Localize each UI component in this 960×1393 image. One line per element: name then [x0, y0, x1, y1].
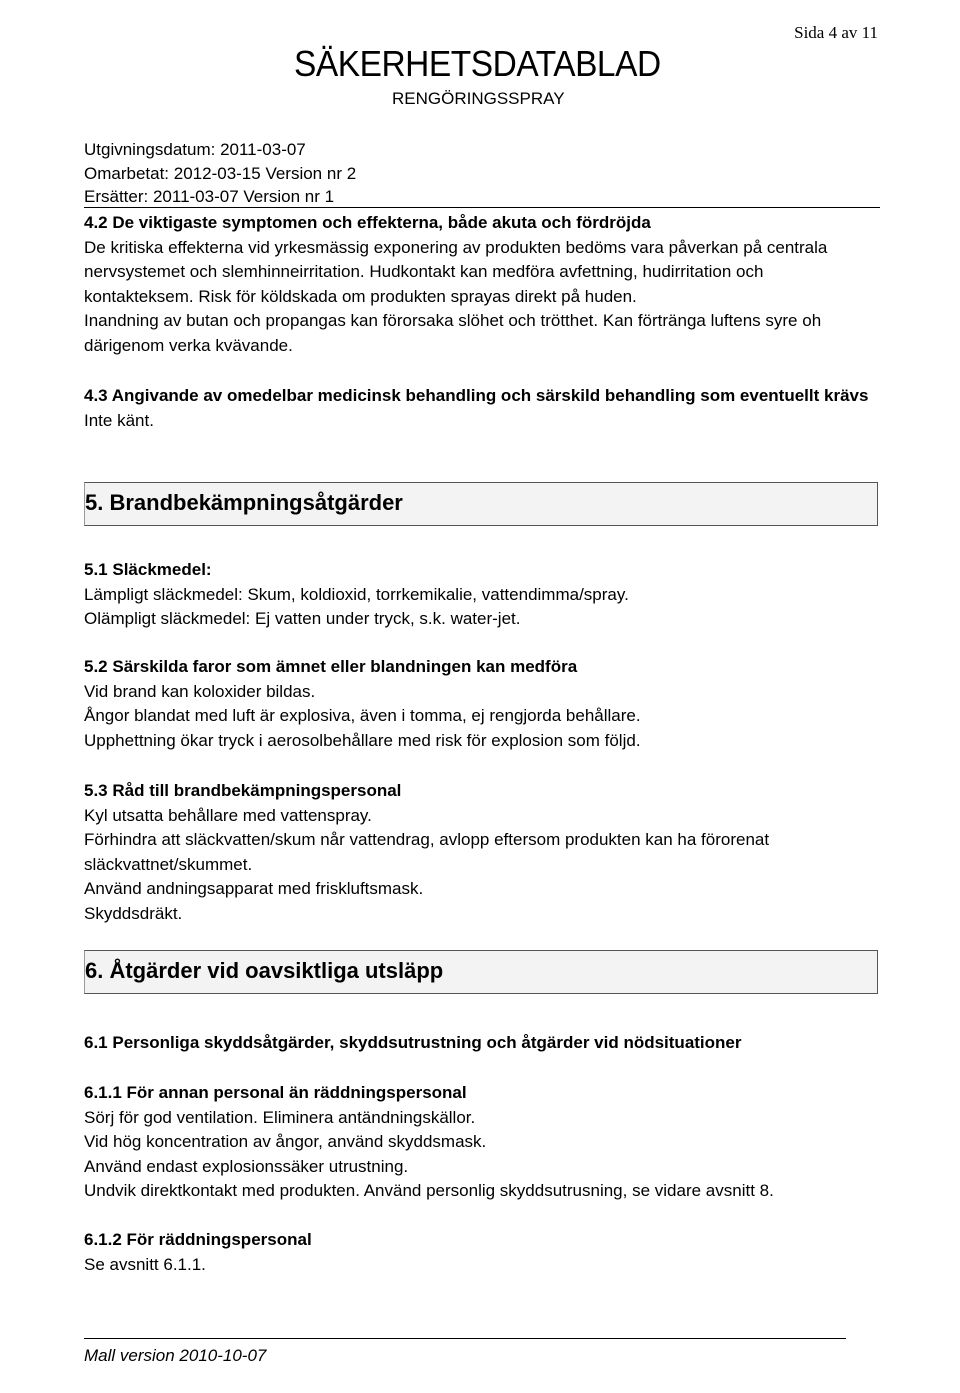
section-6-1-2 — [84, 1228, 874, 1277]
non-emergency-line-4: Undvik direktkontakt med produkten. Använd personlig skyddsutrusning, se vidare avsnitt 8. — [84, 1181, 774, 1200]
advice-line-2: Förhindra att släckvatten/skum når vattendrag, avlopp eftersom produkten kan ha förorenat släckvattnet/skummet. — [84, 830, 770, 874]
product-name: RENGÖRINGSSPRAY — [392, 89, 565, 108]
section-5-1-heading: 5.1 Släckmedel: — [84, 560, 212, 579]
section-5-title: 5. Brandbekämpningsåtgärder — [85, 490, 403, 515]
hazard-line-1: Vid brand kan koloxider bildas. — [84, 681, 316, 701]
section-5-3 — [84, 779, 874, 926]
section-6-1-2-heading: 6.1.2 För räddningspersonal — [84, 1230, 312, 1249]
footer-divider — [84, 1338, 846, 1339]
emergency-line-1: Se avsnitt 6.1.1. — [84, 1254, 206, 1274]
unsuitable-extinguisher: Olämpligt släckmedel: Ej vatten under tryck, s.k. water-jet. — [84, 609, 521, 628]
document-title: SÄKERHETSDATABLAD — [294, 43, 661, 84]
section-6-1-1 — [84, 1081, 874, 1204]
section-4-2-paragraph-2: Inandning av butan och propangas kan förorsaka slöhet och trötthet. Kan förtränga luftens syre oh därigenom verka kvävande. — [84, 311, 822, 355]
section-6-header — [84, 950, 878, 994]
suitable-extinguisher: Lämpligt släckmedel: Skum, koldioxid, torrkemikalie, vattendimma/spray. — [84, 584, 629, 604]
replaces-info: Ersätter: 2011-03-07 Version nr 1 — [84, 187, 335, 206]
non-emergency-line-1: Sörj för god ventilation. Eliminera antändningskällor. — [84, 1107, 476, 1127]
section-5-3-heading: 5.3 Råd till brandbekämpningspersonal — [84, 781, 402, 800]
non-emergency-line-3: Använd endast explosionssäker utrustning. — [84, 1156, 409, 1176]
advice-line-3: Använd andningsapparat med friskluftsmask. — [84, 879, 424, 898]
hazard-line-2: Ångor blandat med luft är explosiva, även i tomma, ej rengjorda behållare. — [84, 706, 641, 725]
section-4-2-heading: 4.2 De viktigaste symptomen och effekterna, både akuta och fördröjda — [84, 213, 651, 232]
section-6-title: 6. Åtgärder vid oavsiktliga utsläpp — [85, 958, 444, 983]
section-5-2-heading: 5.2 Särskilda faror som ämnet eller blandningen kan medföra — [84, 657, 578, 676]
section-4-3-heading: 4.3 Angivande av omedelbar medicinsk behandling och särskild behandling som eventuellt krävs — [84, 386, 869, 405]
advice-line-1: Kyl utsatta behållare med vattenspray. — [84, 805, 372, 825]
header-divider — [84, 207, 880, 208]
section-4-3-text: Inte känt. — [84, 410, 154, 430]
section-6-1-1-heading: 6.1.1 För annan personal än räddningspersonal — [84, 1083, 467, 1102]
non-emergency-line-2: Vid hög koncentration av ångor, använd skyddsmask. — [84, 1132, 487, 1151]
page-number: Sida 4 av 11 — [794, 23, 878, 42]
section-4-2 — [84, 211, 874, 358]
section-6-1 — [84, 1031, 874, 1056]
template-version: Mall version 2010-10-07 — [84, 1346, 267, 1365]
advice-line-4: Skyddsdräkt. — [84, 903, 183, 923]
revision-info: Omarbetat: 2012-03-15 Version nr 2 — [84, 164, 357, 183]
section-4-2-paragraph-1: De kritiska effekterna vid yrkesmässig exponering av produkten bedöms vara påverkan på centrala nervsystemet och slemhinneirritation. Hudkontakt kan medföra avfettning, hudirritation och kontakteksem. Risk för köldskada om produkten sprayas direkt på huden. — [84, 237, 828, 306]
section-5-header — [84, 482, 878, 526]
section-4-3 — [84, 384, 874, 433]
section-6-1-heading: 6.1 Personliga skyddsåtgärder, skyddsutrustning och åtgärder vid nödsituationer — [84, 1033, 742, 1052]
section-5-1 — [84, 558, 874, 632]
hazard-line-3: Upphettning ökar tryck i aerosolbehållare med risk för explosion som följd. — [84, 730, 641, 750]
issue-date: Utgivningsdatum: 2011-03-07 — [84, 140, 306, 159]
section-5-2 — [84, 655, 874, 753]
